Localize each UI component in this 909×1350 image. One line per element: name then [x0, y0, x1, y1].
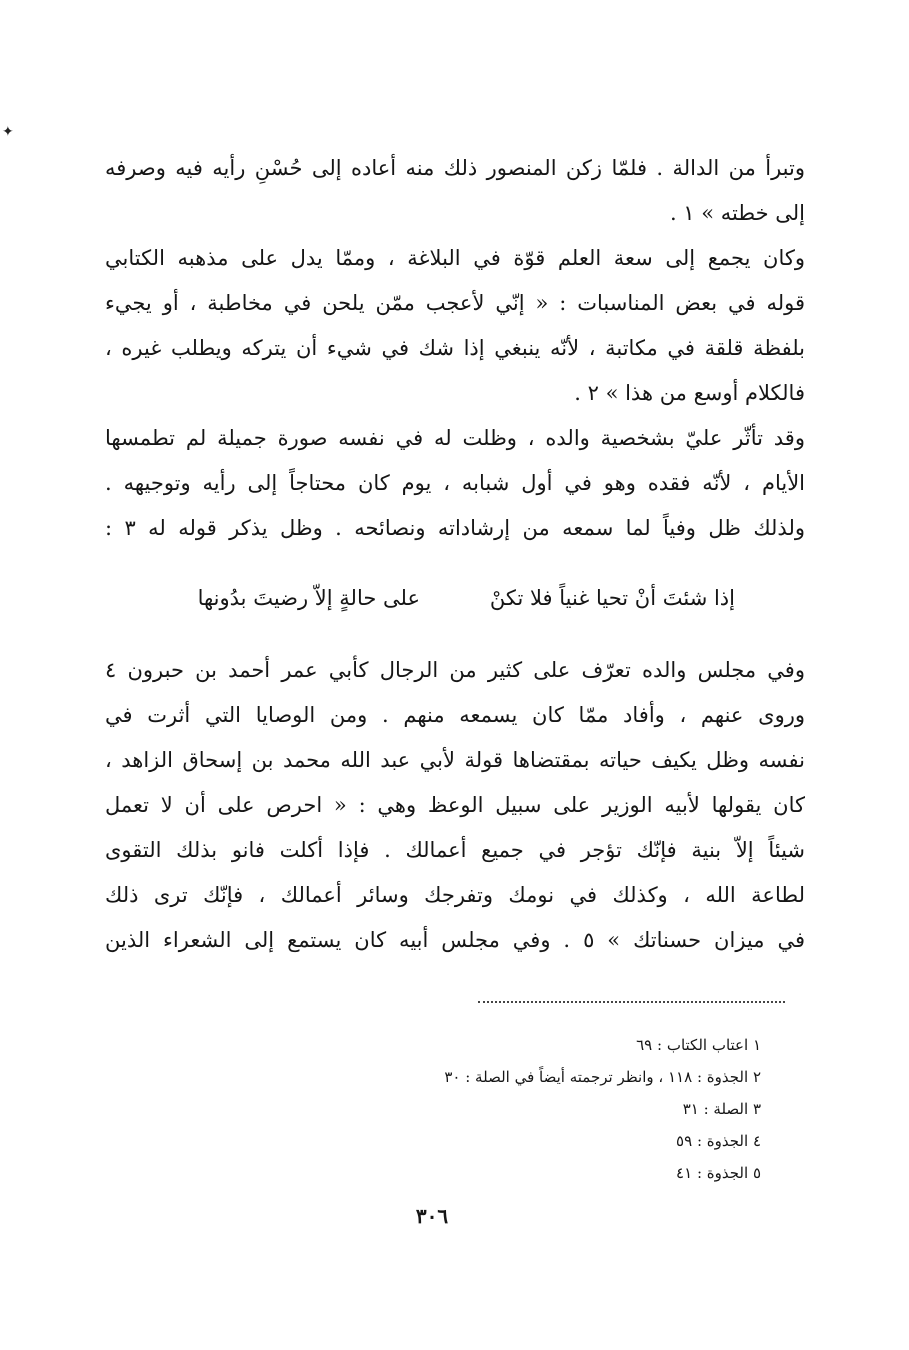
body-line-13: كان يقولها لأبيه الوزير على سبيل الوعظ وهي : « احرص على أن لا تعمل: [105, 793, 805, 817]
verse-second-hemistich: على حالةٍ إلاّ رضيتَ بدُونها: [197, 586, 420, 610]
footnote-3: ٣ الصلة : ٣١: [682, 1100, 761, 1118]
body-line-12: نفسه وظل يكيف حياته بمقتضاها قولة لأبي عبد الله محمد بن إسحاق الزاهد ،: [105, 748, 805, 772]
footnote-2: ٢ الجذوة : ١١٨ ، وانظر ترجمته أيضاً في الصلة : ٣٠: [444, 1068, 761, 1086]
page-number: ٣٠٦: [415, 1204, 449, 1228]
body-line-10: وفي مجلس والده تعرّف على كثير من الرجال كأبي عمر أحمد بن حبرون ٤: [105, 658, 805, 682]
body-line-16: في ميزان حسناتك » ٥ . وفي مجلس أبيه كان يستمع إلى الشعراء الذين: [105, 928, 805, 952]
verse-first-hemistich: إذا شئتَ أنْ تحيا غنياً فلا تكنْ: [489, 586, 735, 610]
body-line-1: وتبرأ من الدالة . فلمّا زكن المنصور ذلك منه أعاده إلى حُسْنِ رأيه فيه وصرفه: [105, 156, 805, 180]
body-line-7: وقد تأثّر عليّ بشخصية والده ، وظلت له في نفسه صورة جميلة لم تطمسها: [105, 426, 805, 450]
footnote-1: ١ اعتاب الكتاب : ٦٩: [636, 1036, 761, 1054]
body-line-6: فالكلام أوسع من هذا » ٢ .: [574, 381, 805, 405]
footnote-separator: [478, 1001, 785, 1003]
body-line-11: وروى عنهم ، وأفاد ممّا كان يسمعه منهم . ومن الوصايا التي أثرت في: [105, 703, 805, 727]
body-line-14: شيئاً إلاّ بنية فإنّك تؤجر في جميع أعمالك . فإذا أكلت فانو بذلك التقوى: [105, 838, 805, 862]
body-line-5: بلفظة قلقة في مكاتبة ، لأنّه ينبغي إذا شك في شيء أن يتركه ويطلب غيره ،: [105, 336, 805, 360]
body-line-4: قوله في بعض المناسبات : « إنّي لأعجب ممّن يلحن في مخاطبة ، أو يجيء: [105, 291, 805, 315]
body-line-9: ولذلك ظل وفياً لما سمعه من إرشاداته ونصائحه . وظل يذكر قوله له ٣ :: [105, 516, 805, 540]
margin-mark: ✦: [2, 124, 14, 140]
body-line-3: وكان يجمع إلى سعة العلم قوّة في البلاغة ، وممّا يدل على مذهبه الكتابي: [105, 246, 805, 270]
body-line-2: إلى خطته » ١ .: [669, 201, 805, 225]
footnote-5: ٥ الجذوة : ٤١: [676, 1164, 761, 1182]
footnote-4: ٤ الجذوة : ٥٩: [676, 1132, 761, 1150]
body-line-15: لطاعة الله ، وكذلك في نومك وتفرجك وسائر أعمالك ، فإنّك ترى ذلك: [105, 883, 805, 907]
body-line-8: الأيام ، لأنّه فقده وهو في أول شبابه ، يوم كان محتاجاً إلى رأيه وتوجيهه .: [105, 471, 805, 495]
poetry-verse: [105, 578, 805, 618]
